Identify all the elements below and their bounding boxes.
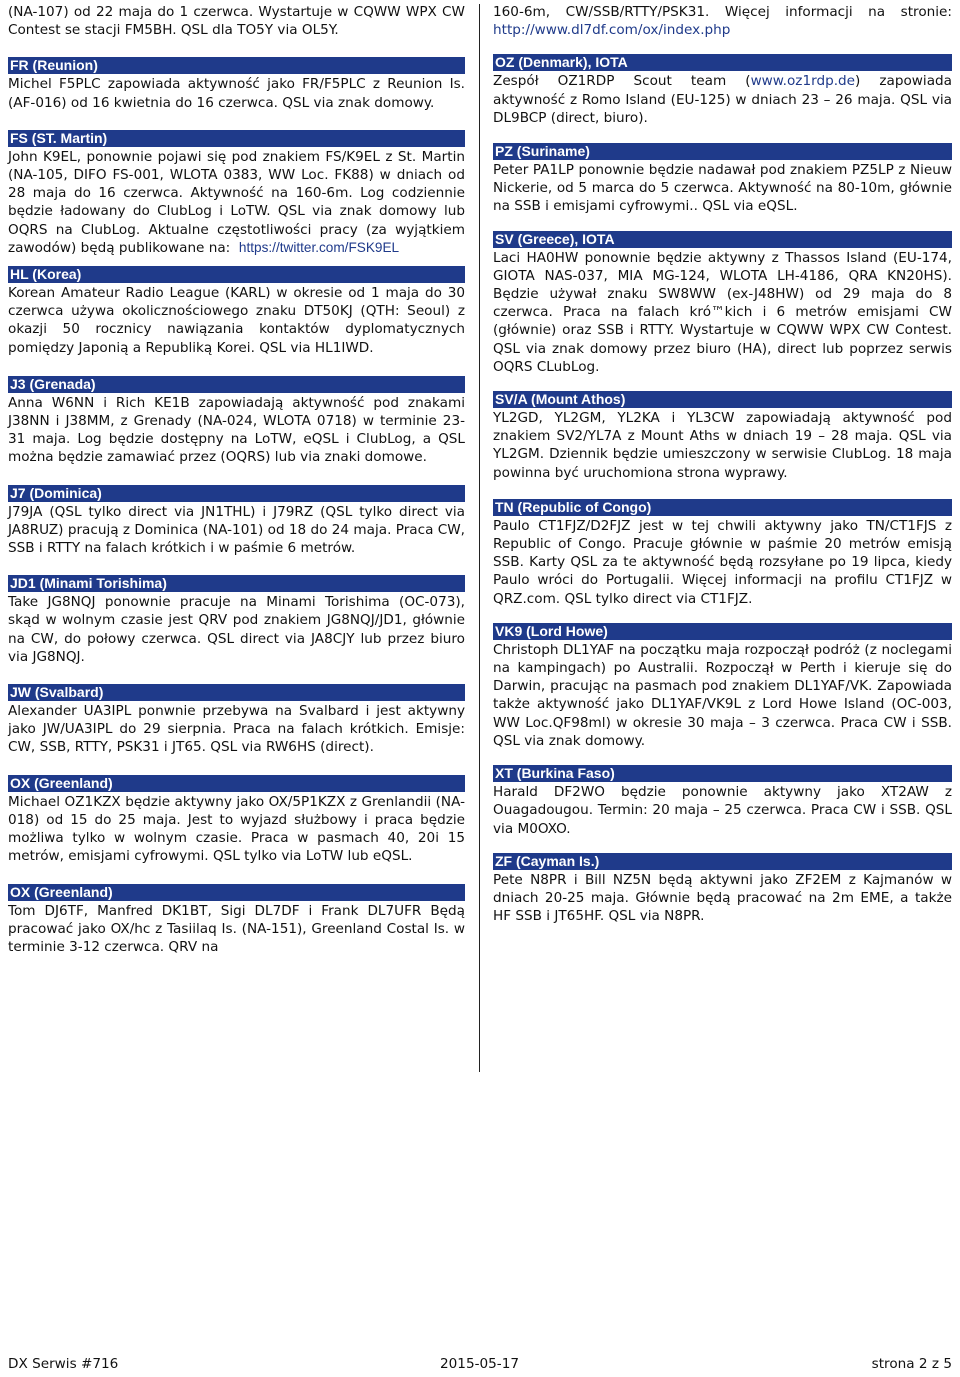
section-text: Paulo CT1FJZ/D2FJZ jest w tej chwili aktywny jako TN/CT1FJS z Republic of Congo. Pracuje głównie w paśmie 20 metrów emisją SSB. Karty QSL za te aktywność będą rozsyłane po 19 lipca, kiedy Paulo wróci do Portugalii. Więcej informacji na profilu CT1FJZ w QRZ.com. QSL tylko direct via CT1FJZ.: [493, 517, 952, 607]
section-text: Harald DF2WO będzie ponownie aktywny jako XT2AW z Ouagadougou. Termin: 20 maja – 25 czerwca. Praca CW i SSB. QSL via M0OXO.: [493, 784, 952, 837]
intro-paragraph: [493, 3, 952, 39]
section-text: J79JA (QSL tylko direct via JN1THL) i J79RZ (QSL tylko direct via JA8RUZ) pracują z Dominica (NA-101) od 18 do 24 maja. Praca CW, SSB i RTTY na falach krótkich i w paśmie 6 metrów.: [8, 503, 465, 557]
twitter-link[interactable]: https://twitter.com/FSK9EL: [238, 239, 400, 255]
section-heading: FR (Reunion): [8, 57, 465, 74]
section-heading: SV (Greece), IOTA: [493, 231, 952, 248]
section-heading: J7 (Dominica): [8, 485, 465, 502]
text-before-link: Zespół OZ1RDP Scout team (: [493, 73, 751, 90]
right-column: [493, 0, 952, 925]
section-text: Tom DJ6TF, Manfred DK1BT, Sigi DL7DF i Frank DL7UFR Będą pracować jako OX/hc z Tasiilaq Is. (NA-151), Greenland Costal Is. w terminie 3-12 czerwca. QRV na: [8, 902, 465, 955]
section-j3-grenada: [8, 376, 465, 467]
section-heading: JW (Svalbard): [8, 684, 465, 701]
section-heading: PZ (Suriname): [493, 143, 952, 160]
section-heading: JD1 (Minami Torishima): [8, 575, 465, 592]
section-heading: SV/A (Mount Athos): [493, 391, 952, 408]
section-jd1-minami-torishima: [8, 575, 465, 666]
section-heading: OX (Greenland): [8, 775, 465, 792]
section-heading: FS (ST. Martin): [8, 130, 465, 147]
section-text: [493, 72, 952, 127]
section-ox-greenland-1: [8, 775, 465, 866]
left-column: [8, 0, 465, 956]
section-text: Anna W6NN i Rich KE1B zapowiadają aktywność pod znakami J38NN i J38MM, z Grenady (NA-024, WLOTA 0718) w terminie 23-31 maja. Log będzie dostępny na LoTW, eQSL i ClubLog, a QSL można będzie zamawiać przez (OQRS) lub via znaki domowe.: [8, 394, 465, 466]
footer-page-number: strona 2 z 5: [871, 1356, 952, 1372]
section-text: Michael OZ1KZX będzie aktywny jako OX/5P1KZX z Grenlandii (NA-018) od 15 do 25 maja. Jest to wyjazd służbowy i praca będzie możliwa tylko w wolnym czasie. Praca w pasmach 40, 20i 15 metrów, emisjami cyfrowymi. QSL tylko via LoTW lub eQSL.: [8, 793, 465, 865]
section-vk9-lord-howe: [493, 623, 952, 750]
section-tn-congo: [493, 499, 952, 608]
footer-issue: DX Serwis #716: [8, 1356, 119, 1372]
section-text: [8, 148, 465, 257]
section-text: Take JG8NQJ ponownie pracuje na Minami Torishima (OC-073), skąd w wolnym czasie jest QRV pod znakiem JG8NQJ/JD1, głównie na CW, do połowy czerwca. QSL direct via JA8CJY lub przez biuro via JG8NQJ.: [8, 594, 465, 665]
section-heading: J3 (Grenada): [8, 376, 465, 393]
column-divider: [479, 4, 480, 1072]
section-text: Christoph DL1YAF na początku maja rozpoczął podróż (z noclegami na kampingach) po Australii. Rozpoczął w Perth i kieruje się do Darwin, pracując na pasmach pod znakiem DL1YAF/VK. Zapowiada także aktywność jako DL1YAF/VK9L z Lord Howe Island (OC-003, WW Loc.QF98ml) w okresie 30 maja – 3 czerwca. Praca CW i SSB. QSL via znak domowy.: [493, 641, 952, 749]
section-text: Michel F5PLC zapowiada aktywność jako FR/F5PLC z Reunion Is. (AF-016) od 16 kwietnia do 16 czerwca. QSL via znak domowy.: [8, 76, 465, 111]
section-text: Korean Amateur Radio League (KARL) w okresie od 1 maja do 30 czerwca używa okolicznościowego znaku DT50KJ (QTH: Seoul) z okazji 50 rocznicy nawiązania kontaktów dyplomatycznych pomiędzy Japonią a Republiką Korei. QSL via HL1IWD.: [8, 285, 465, 356]
section-text: Peter PA1LP ponownie będzie nadawał pod znakiem PZ5LP z Nieuw Nickerie, od 5 marca do 5 czerwca. Aktywność na 80-10m, głównie na SSB i emisjami cyfrowymi.. QSL via eQSL.: [493, 162, 952, 215]
intro-text: 160-6m, CW/SSB/RTTY/PSK31. Więcej informacji na stronie:: [493, 4, 952, 20]
section-fr-reunion: [8, 57, 465, 111]
section-heading: OX (Greenland): [8, 884, 465, 901]
oz1rdp-link[interactable]: www.oz1rdp.de: [750, 73, 856, 90]
section-heading: TN (Republic of Congo): [493, 499, 952, 516]
footer-date: 2015-05-17: [440, 1356, 520, 1372]
section-sva-mount-athos: [493, 391, 952, 482]
section-sv-greece: [493, 231, 952, 376]
section-text-body: John K9EL, ponownie pojawi się pod znakiem FS/K9EL z St. Martin (NA-105, DIFO FS-001, WLOTA 0383, WW Loc. FK88) w dniach od 28 maja do 16 czerwca. Aktywność na 160-6m. Log codziennie będzie ładowany do ClubLog i LoTW. QSL via znak domowy lub OQRS na ClubLog. Aktualne częstotliwości pracy (za wyjątkiem zawodów) będą publikowane na:: [8, 148, 465, 256]
intro-paragraph: (NA-107) od 22 maja do 1 czerwca. Wystartuje w CQWW WPX CW Contest se stacji FM5BH. QSL dla TO5Y via OL5Y.: [8, 4, 465, 39]
section-oz-denmark: [493, 54, 952, 127]
section-jw-svalbard: [8, 684, 465, 757]
section-zf-cayman: [493, 853, 952, 926]
section-hl-korea: [8, 266, 465, 357]
section-text: Alexander UA3IPL ponwnie przebywa na Svalbard i jest aktywny jako JW/UA3IPL do 29 sierpnia. Praca na falach krótkich. Emisje: CW, SSB, RTTY, PSK31 i JT65. QSL via RW6HS (direct).: [8, 703, 465, 756]
section-heading: VK9 (Lord Howe): [493, 623, 952, 640]
text-after-link: ) zapowiada aktywność z Romo Island (EU-125) w dniach 23 – 26 maja. QSL via DL9BCP (direct, biuro).: [493, 73, 952, 126]
section-heading: OZ (Denmark), IOTA: [493, 54, 952, 71]
section-ox-greenland-2: [8, 884, 465, 957]
section-heading: XT (Burkina Faso): [493, 765, 952, 782]
intro-link[interactable]: http://www.dl7df.com/ox/index.php: [493, 22, 731, 39]
section-text: YL2GD, YL2GM, YL2KA i YL3CW zapowiadają aktywność pod znakiem SV2/YL7A z Mount Aths w dniach 19 – 28 maja. QSL via YL2GM. Dziennik będzie umieszczony w serwisie ClubLog. 18 maja powinna być uruchomiona strona wyprawy.: [493, 410, 952, 481]
section-fs-st-martin: [8, 130, 465, 257]
section-j7-dominica: [8, 485, 465, 558]
section-heading: HL (Korea): [8, 266, 465, 283]
section-text: Pete N8PR i Bill NZ5N będą aktywni jako ZF2EM z Kajmanów w dniach 20-25 maja. Głównie będą pracować na 2m EME, a także HF SSB i JT65HF. QSL via N8PR.: [493, 871, 952, 925]
section-pz-suriname: [493, 143, 952, 216]
section-heading: ZF (Cayman Is.): [493, 853, 952, 870]
section-text: Laci HA0HW ponownie będzie aktywny z Thassos Island (EU-174, GIOTA NAS-037, MIA MG-124, WLOTA LH-4186, QRA KN20HS). Będzie używał znaku SW8WW (ex-J48HW) od 29 maja do 8 czerwca. Praca na falach kró™kich i 6 metrów emisjami CW (głównie) oraz SSB i RTTY. Wystartuje w CQWW WPX CW Contest. QSL via znak domowy przez biuro (HA), direct lub poprzez serwis OQRS CLubLog.: [493, 249, 952, 375]
section-xt-burkina-faso: [493, 765, 952, 838]
